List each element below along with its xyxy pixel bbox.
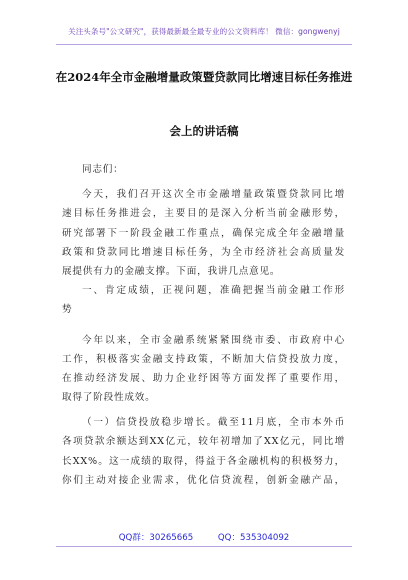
document-title-line-1: 在2024年全市金融增量政策暨贷款同比增速目标任务推进 <box>55 70 353 84</box>
document-title-line-2: 会上的讲话稿 <box>169 124 239 138</box>
header-divider <box>56 44 352 45</box>
body-line: 在推动经济发展、助力企业纾困等方面发挥了重要作用， <box>62 372 345 384</box>
body-line: 展提供有力的金融支撑。下面，我讲几点意见。 <box>62 265 281 277</box>
footer-qq-group[interactable]: QQ群：30265665 <box>118 533 194 543</box>
section-heading: 一、肯定成绩，正视问题，准确把握当前金融工作形 <box>82 285 345 297</box>
body-line: 你们主动对接企业需求，优化信贷流程，创新金融产品， <box>62 474 345 486</box>
body-line: 取得了阶段性成效。 <box>62 392 156 404</box>
document-body <box>62 160 345 490</box>
header-banner[interactable]: 关注头条号"公文研究"，获得最新最全最专业的公文资料库！ 微信：gongwenyj <box>68 27 340 36</box>
footer-qq[interactable]: QQ：535304092 <box>217 533 290 543</box>
body-line: 今天，我们召开这次全市金融增量政策暨贷款同比增 <box>82 189 345 201</box>
footer-contact <box>0 531 408 543</box>
section-heading: 势 <box>62 304 73 316</box>
body-line: 研究部署下一阶段金融工作重点，确保完成全年金融增量 <box>62 227 345 239</box>
body-line: 各项贷款余额达到XX亿元，较年初增加了XX亿元，同比增 <box>62 436 345 448</box>
salutation: 同志们： <box>82 164 124 175</box>
body-line: （一）信贷投放稳步增长。截至11月底，全市本外币 <box>82 417 345 429</box>
body-line: 长XX%。这一成绩的取得，得益于各金融机构的积极努力， <box>62 455 345 467</box>
footer-divider <box>56 546 352 547</box>
body-line: 工作，积极落实金融支持政策，不断加大信贷投放力度， <box>62 353 345 365</box>
body-line: 政策和贷款同比增速目标任务，为全市经济社会高质量发 <box>62 246 345 258</box>
body-line: 速目标任务推进会，主要目的是深入分析当前金融形势， <box>62 208 345 220</box>
body-line: 今年以来，全市金融系统紧紧围绕市委、市政府中心 <box>82 334 345 346</box>
